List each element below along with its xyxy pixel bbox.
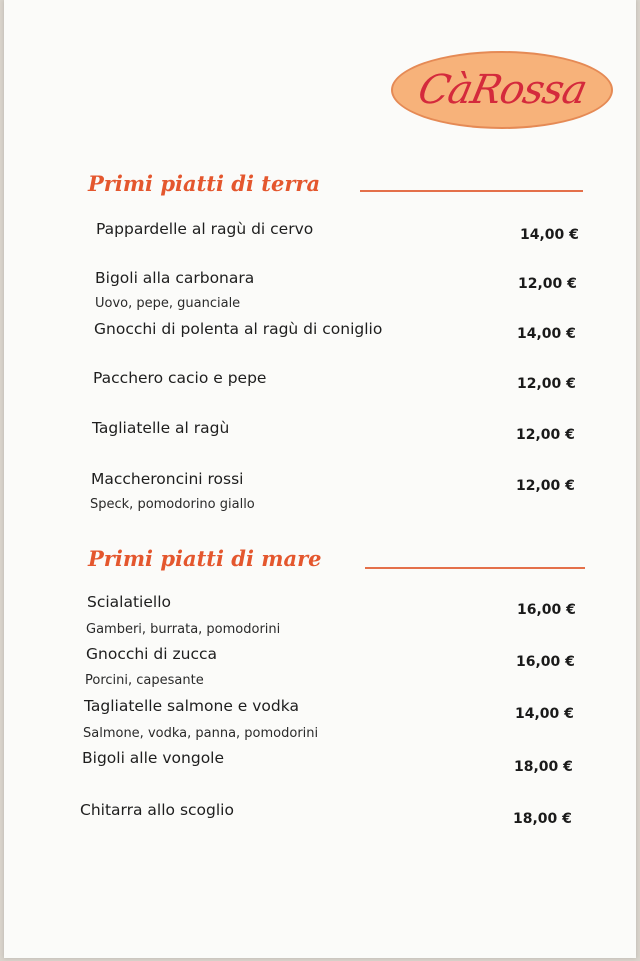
dish-price: 14,00 € — [515, 706, 574, 722]
section-divider — [360, 190, 583, 192]
dish-price: 16,00 € — [517, 602, 576, 618]
dish-description: Uovo, pepe, guanciale — [95, 296, 241, 311]
section-divider — [365, 567, 585, 569]
dish-price: 14,00 € — [520, 227, 579, 243]
logo-text: CàRossa — [413, 67, 591, 113]
dish-name: Pappardelle al ragù di cervo — [96, 220, 314, 238]
dish-price: 18,00 € — [514, 759, 573, 775]
dish-description: Porcini, capesante — [85, 673, 204, 688]
dish-name: Tagliatelle salmone e vodka — [84, 697, 299, 715]
dish-price: 14,00 € — [517, 326, 576, 342]
dish-price: 12,00 € — [518, 276, 577, 292]
dish-price: 16,00 € — [516, 654, 575, 670]
dish-name: Pacchero cacio e pepe — [93, 369, 267, 387]
dish-name: Tagliatelle al ragù — [92, 419, 230, 437]
dish-name: Gnocchi di zucca — [86, 645, 217, 663]
dish-price: 12,00 € — [516, 478, 575, 494]
dish-price: 18,00 € — [513, 811, 572, 827]
dish-name: Gnocchi di polenta al ragù di coniglio — [94, 320, 383, 338]
section-title-mare: Primi piatti di mare — [88, 546, 322, 571]
dish-price: 12,00 € — [516, 427, 575, 443]
restaurant-logo — [391, 51, 613, 129]
dish-name: Scialatiello — [87, 593, 171, 611]
dish-price: 12,00 € — [517, 376, 576, 392]
dish-name: Bigoli alle vongole — [82, 749, 225, 767]
dish-description: Speck, pomodorino giallo — [90, 497, 255, 512]
dish-description: Gamberi, burrata, pomodorini — [86, 622, 281, 637]
dish-name: Chitarra allo scoglio — [80, 801, 234, 819]
dish-description: Salmone, vodka, panna, pomodorini — [83, 726, 319, 741]
section-title-terra: Primi piatti di terra — [88, 171, 321, 196]
dish-name: Bigoli alla carbonara — [95, 269, 255, 287]
dish-name: Maccheroncini rossi — [91, 470, 244, 488]
